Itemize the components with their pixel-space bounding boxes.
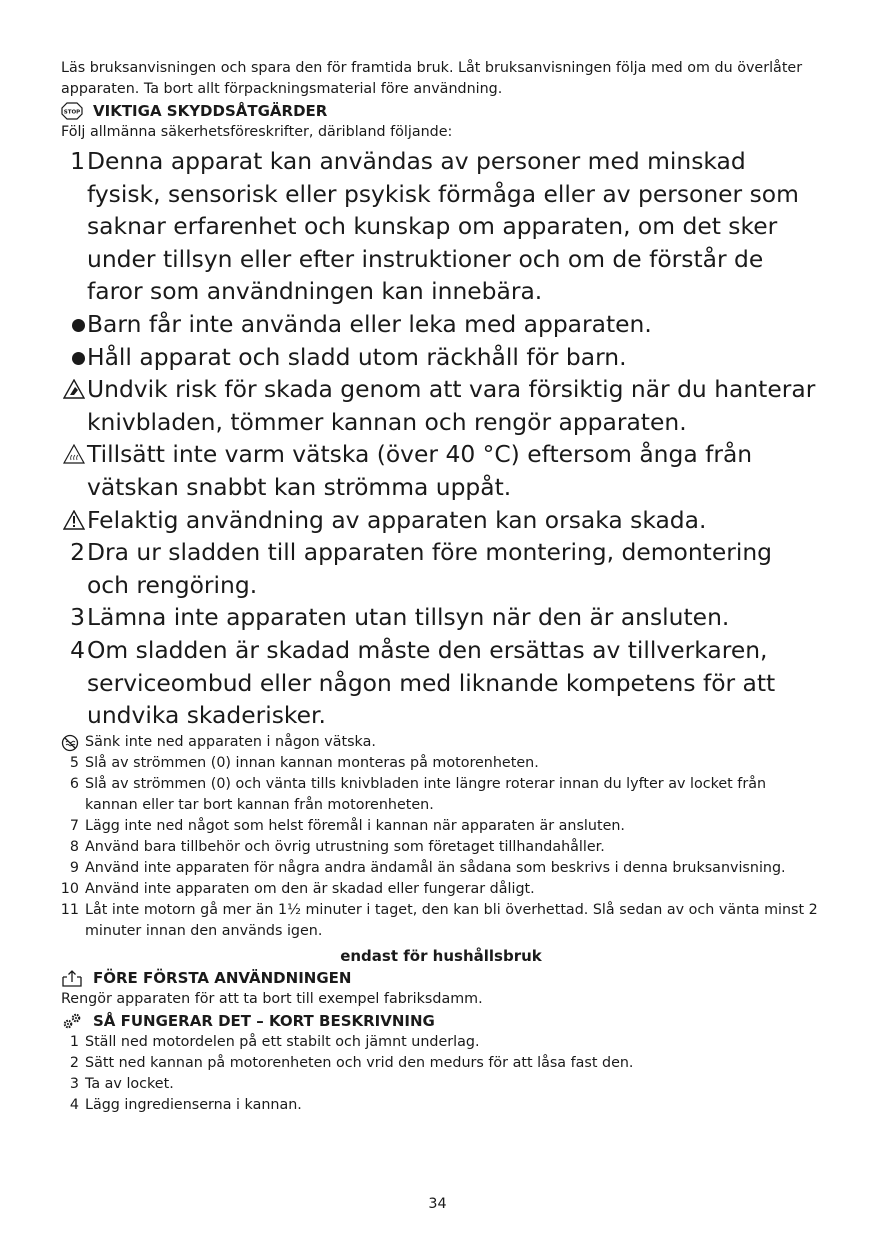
list-item — [61, 1074, 821, 1095]
item-number: 11 — [60, 901, 79, 918]
list-item — [61, 816, 821, 837]
household-note: endast för hushållsbruk — [340, 946, 542, 965]
unpack-icon — [61, 969, 83, 987]
list-item — [61, 373, 821, 438]
item-number: 4 — [70, 635, 85, 664]
item-text: Sänk inte ned apparaten i någon vätska. — [85, 733, 376, 750]
item-text: Använd bara tillbehör och övrig utrustning som företaget tillhandahåller. — [85, 838, 605, 855]
list-item — [61, 1032, 821, 1053]
gears-icon — [61, 1012, 83, 1030]
list-item — [61, 536, 821, 601]
first-use-heading — [61, 967, 821, 989]
item-text: Ta av locket. — [85, 1075, 174, 1092]
item-text: Om sladden är skadad måste den ersättas av tillverkaren, serviceombud eller någon med liknande kompetens för att undvika skaderisker. — [87, 635, 776, 730]
item-text: Använd inte apparaten för några andra ändamål än sådana som beskrivs i denna bruksanvisning. — [85, 859, 786, 876]
how-it-works-heading — [61, 1010, 821, 1032]
item-text: Undvik risk för skada genom att vara försiktig när du hanterar knivbladen, tömmer kannan och rengör apparaten. — [87, 375, 816, 436]
item-text: Barn får inte använda eller leka med apparaten. — [87, 309, 652, 338]
item-text: Använd inte apparaten om den är skadad eller fungerar dåligt. — [85, 880, 535, 897]
list-item — [61, 837, 821, 858]
warning-icon — [63, 510, 85, 530]
no-immerse-icon — [61, 734, 79, 752]
item-number: 5 — [69, 754, 79, 771]
list-item — [61, 634, 821, 732]
how-it-works-list — [61, 1032, 821, 1116]
list-item — [61, 879, 821, 900]
list-item — [61, 753, 821, 774]
item-number: 3 — [69, 1075, 79, 1092]
first-use-heading-text: FÖRE FÖRSTA ANVÄNDNINGEN — [93, 968, 352, 987]
safety-heading-text: VIKTIGA SKYDDSÅTGÄRDER — [93, 102, 328, 120]
hot-steam-warning-icon — [63, 444, 85, 464]
item-number: 2 — [70, 538, 85, 567]
list-item — [61, 732, 821, 753]
manual-page — [61, 58, 821, 1116]
list-item — [61, 145, 821, 308]
first-use-text: Rengör apparaten för att ta bort till exempel fabriksdamm. — [61, 990, 483, 1007]
item-number: 1 — [70, 147, 85, 175]
intro-text: Läs bruksanvisningen och spara den för framtida bruk. Låt bruksanvisningen följa med om du överlåter apparaten. Ta bort allt förpackningsmaterial före användning. — [61, 60, 803, 97]
item-text: Felaktig användning av apparaten kan orsaka skada. — [87, 505, 707, 534]
item-text: Slå av strömmen (0) innan kannan monteras på motorenheten. — [85, 754, 539, 771]
safety-heading — [61, 100, 821, 122]
bullet-icon — [72, 352, 85, 365]
item-text: Lägg inte ned något som helst föremål i kannan när apparaten är ansluten. — [85, 817, 625, 834]
list-item — [61, 1053, 821, 1074]
list-item — [61, 341, 821, 374]
item-number: 10 — [60, 880, 79, 897]
blade-warning-icon — [63, 379, 85, 399]
item-text: Sätt ned kannan på motorenheten och vrid den medurs för att låsa fast den. — [85, 1054, 634, 1071]
list-item — [61, 438, 821, 503]
list-item — [61, 1095, 821, 1116]
stop-icon-text: STOP — [63, 109, 81, 116]
safety-big-list — [61, 145, 821, 732]
item-number: 8 — [69, 838, 79, 855]
item-number: 2 — [69, 1054, 79, 1071]
list-item — [61, 308, 821, 341]
bullet-icon — [72, 319, 85, 332]
item-text: Tillsätt inte varm vätska (över 40 °C) eftersom ånga från vätskan snabbt kan strömma uppåt. — [87, 440, 753, 501]
item-text: Håll apparat och sladd utom räckhåll för barn. — [87, 342, 627, 371]
stop-icon — [61, 102, 83, 120]
safety-small-list — [61, 732, 821, 942]
list-item — [61, 774, 821, 816]
how-it-works-heading-text: SÅ FUNGERAR DET – KORT BESKRIVNING — [93, 1011, 435, 1030]
item-text: Lämna inte apparaten utan tillsyn när den är ansluten. — [87, 603, 730, 632]
item-number: 7 — [69, 817, 79, 834]
item-text: Ställ ned motordelen på ett stabilt och jämnt underlag. — [85, 1033, 480, 1050]
item-number: 6 — [69, 775, 79, 792]
list-item — [61, 900, 821, 942]
item-text: Slå av strömmen (0) och vänta tills knivbladen inte längre roterar innan du lyfter av locket från kannan eller tar bort kannan från motorenheten. — [85, 775, 767, 813]
safety-subheading: Följ allmänna säkerhetsföreskrifter, däribland följande: — [61, 124, 453, 140]
item-text: Lägg ingredienserna i kannan. — [85, 1096, 302, 1113]
list-item — [61, 601, 821, 634]
item-number: 4 — [69, 1096, 79, 1113]
page-number: 34 — [428, 1196, 447, 1212]
item-text: Låt inte motorn gå mer än 1½ minuter i taget, den kan bli överhettad. Slå sedan av och vänta minst 2 minuter innan den används igen. — [85, 901, 818, 939]
item-text: Denna apparat kan användas av personer med minskad fysisk, sensorisk eller psykisk förmåga eller av personer som saknar erfarenhet och kunskap om apparaten, om det sker under tillsyn eller efter instruktioner och om de förstår de faror som användningen kan innebära. — [87, 147, 799, 306]
list-item — [61, 858, 821, 879]
item-number: 1 — [69, 1033, 79, 1050]
item-number: 3 — [70, 603, 85, 632]
list-item — [61, 504, 821, 537]
item-text: Dra ur sladden till apparaten före montering, demontering och rengöring. — [87, 538, 772, 599]
item-number: 9 — [69, 859, 79, 876]
